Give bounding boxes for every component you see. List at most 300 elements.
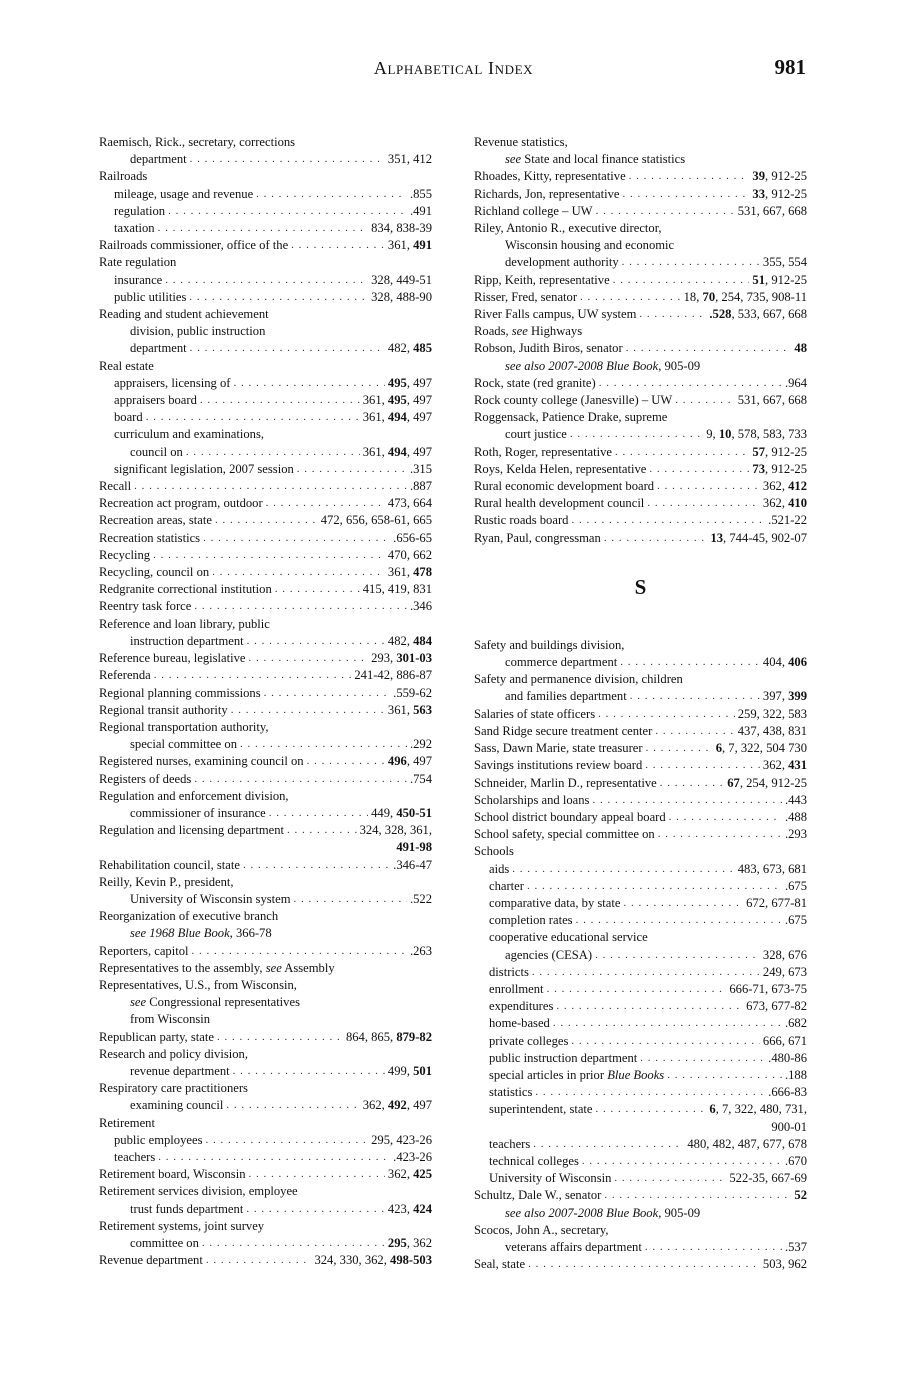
- index-entry: [99, 977, 432, 994]
- entry-text: Roads,: [474, 324, 512, 339]
- entry-term: [99, 530, 200, 547]
- page-ref-primary: 496: [387, 754, 407, 769]
- page-references: [785, 809, 807, 826]
- page-ref-primary: 412: [788, 479, 807, 494]
- dot-leader: [212, 564, 385, 581]
- page-ref: 362,: [762, 496, 789, 511]
- index-entry: [474, 512, 807, 529]
- index-entry: [474, 220, 807, 237]
- entry-text: Robson, Judith Biros, senator: [474, 341, 623, 356]
- page-references: [388, 633, 432, 650]
- page-ref: 415, 419, 831: [362, 582, 432, 597]
- page-references: [363, 581, 432, 598]
- entry-text: committee on: [130, 1236, 199, 1250]
- index-entry: [474, 895, 807, 912]
- entry-text: veterans affairs department: [505, 1239, 642, 1254]
- page-ref: 324, 330, 362,: [314, 1253, 391, 1268]
- page-references: [785, 1153, 807, 1170]
- index-entry: [474, 323, 807, 340]
- index-entry: [474, 306, 807, 323]
- page-ref-primary: 501: [413, 1063, 432, 1078]
- entry-term: [130, 323, 265, 340]
- dot-leader: [287, 822, 357, 839]
- index-entry: [99, 1218, 432, 1235]
- dot-leader: [580, 289, 681, 306]
- page-references: [388, 564, 432, 581]
- page-ref-primary: 52: [794, 1188, 807, 1203]
- dot-leader: [231, 702, 385, 719]
- page-ref: 673, 677-82: [746, 999, 807, 1014]
- index-entry: [99, 994, 432, 1011]
- page-ref: 362,: [362, 1098, 388, 1113]
- entry-text: Rhoades, Kitty, representative: [474, 169, 626, 184]
- entry-term: [99, 1183, 298, 1200]
- page-references: [763, 947, 807, 964]
- index-column-left: [99, 134, 432, 1269]
- index-entry: [99, 1115, 432, 1132]
- page-references: [746, 895, 807, 912]
- entry-text: curriculum and examinations,: [114, 427, 265, 442]
- entry-term: [489, 929, 648, 946]
- page-references: [709, 306, 807, 323]
- entry-text: Republican party, state: [99, 1029, 214, 1044]
- dot-leader: [622, 186, 749, 203]
- page-ref-primary: 48: [794, 341, 807, 356]
- page-ref: 249, 673: [762, 964, 807, 979]
- page-ref: .754: [409, 771, 432, 786]
- index-entry: [99, 788, 432, 805]
- entry-term: [474, 220, 662, 237]
- page-references: [371, 805, 432, 822]
- page-ref-tail: , 912-25: [765, 186, 807, 201]
- entry-text: Reference and loan library, public: [99, 616, 270, 631]
- index-entry: [474, 757, 807, 774]
- page-ref: 328, 488-90: [371, 289, 432, 304]
- dot-leader: [533, 1136, 684, 1153]
- entry-text: School safety, special committee on: [474, 827, 655, 842]
- dot-leader: [512, 861, 734, 878]
- index-entry: [99, 1252, 432, 1269]
- entry-text: Revenue department: [99, 1253, 203, 1268]
- dot-leader: [571, 512, 765, 529]
- index-entry: [474, 775, 807, 792]
- index-entry: [474, 168, 807, 185]
- page-references: [794, 1187, 807, 1204]
- entry-text: Redgranite correctional institution: [99, 582, 272, 597]
- entry-term: [99, 753, 304, 770]
- entry-text: Retirement board, Wisconsin: [99, 1167, 246, 1182]
- page-references: [314, 1252, 432, 1269]
- entry-term: [130, 736, 237, 753]
- page-ref: 472, 656, 658-61, 665: [320, 513, 432, 528]
- index-entry: [474, 495, 807, 512]
- index-entry: [99, 375, 432, 392]
- page-references: [388, 702, 432, 719]
- entry-term: [114, 203, 165, 220]
- page-ref: .188: [784, 1067, 807, 1082]
- index-entry: [99, 323, 432, 340]
- page-references: [393, 857, 432, 874]
- entry-text-tail: State and local finance statistics: [521, 152, 686, 167]
- entry-term: [474, 478, 654, 495]
- index-entry: [474, 340, 807, 357]
- entry-text: Research and policy division,: [99, 1046, 248, 1061]
- entry-text: Recreation areas, state: [99, 513, 212, 528]
- entry-term: [99, 822, 284, 839]
- entry-text: Roys, Kelda Helen, representative: [474, 461, 647, 476]
- entry-text: Recreation act program, outdoor: [99, 496, 263, 511]
- dot-leader: [249, 650, 369, 667]
- entry-text: Retirement systems, joint survey: [99, 1218, 265, 1233]
- dot-leader: [189, 289, 368, 306]
- entry-term: [474, 444, 612, 461]
- entry-text-tail: 905-09: [661, 358, 701, 373]
- entry-text: Regional transit authority: [99, 702, 228, 717]
- dot-leader: [146, 409, 360, 426]
- page-ref: .559-62: [393, 685, 432, 700]
- page-ref-tail: , 7, 322, 504 730: [721, 741, 807, 756]
- entry-text: taxation: [114, 221, 155, 236]
- entry-text: regulation: [114, 203, 166, 218]
- page-references: [763, 495, 807, 512]
- page-ref: .855: [409, 186, 432, 201]
- entry-term: [114, 186, 253, 203]
- index-entry: [474, 637, 807, 654]
- entry-term: [114, 289, 186, 306]
- entry-term: [114, 461, 294, 478]
- page-references: [410, 461, 432, 478]
- entry-term: [114, 426, 264, 443]
- entry-text: instruction department: [130, 633, 244, 648]
- page-ref-primary: 33: [752, 186, 766, 201]
- entry-term: [130, 1201, 243, 1218]
- entry-term: [99, 547, 150, 564]
- page-references: [785, 375, 807, 392]
- entry-text: Seal, state: [474, 1257, 526, 1272]
- entry-term: [130, 444, 183, 461]
- dot-leader: [190, 151, 385, 168]
- entry-text: Ripp, Keith, representative: [474, 272, 610, 287]
- index-entry: [474, 203, 807, 220]
- dot-leader: [596, 203, 735, 220]
- page-ref-tail: , 362: [406, 1236, 432, 1250]
- page-references: [738, 203, 807, 220]
- page-ref: .423-26: [393, 1149, 432, 1164]
- entry-term: [489, 1015, 550, 1032]
- entry-term: [130, 805, 266, 822]
- page-references: [785, 1239, 807, 1256]
- entry-term: [99, 977, 297, 994]
- dot-leader: [626, 340, 792, 357]
- index-entry: [474, 947, 807, 964]
- page-references: [752, 461, 807, 478]
- entry-term: [489, 1084, 532, 1101]
- entry-text: Rock, state (red granite): [474, 375, 596, 390]
- dot-leader: [205, 1132, 368, 1149]
- entry-text: Risser, Fred, senator: [474, 289, 578, 304]
- index-entry: [474, 1119, 807, 1136]
- entry-term: [489, 1170, 611, 1187]
- index-entry: [99, 512, 432, 529]
- index-entry: [474, 1170, 807, 1187]
- entry-text: public instruction department: [489, 1050, 638, 1065]
- dot-leader: [294, 891, 407, 908]
- index-entry: [99, 289, 432, 306]
- index-entry: [474, 654, 807, 671]
- index-entry: [474, 1205, 807, 1222]
- page-ref: 361,: [362, 444, 388, 459]
- entry-text: teachers: [114, 1149, 156, 1164]
- entry-text: Ryan, Paul, congressman: [474, 530, 601, 545]
- page-references: [410, 736, 432, 753]
- dot-leader: [592, 792, 782, 809]
- entry-term: [489, 981, 544, 998]
- page-references: [410, 203, 432, 220]
- dot-leader: [307, 753, 385, 770]
- page-ref: 437, 438, 831: [737, 723, 807, 738]
- page-ref-primary: 399: [788, 689, 807, 704]
- entry-term: [489, 878, 524, 895]
- section-letter: S: [634, 574, 647, 599]
- page-references: [371, 1132, 432, 1149]
- entry-term: [130, 925, 272, 942]
- index-entry: [99, 719, 432, 736]
- entry-term: [474, 289, 577, 306]
- page-ref-tail: , 497: [406, 410, 432, 425]
- page-ref: 483, 673, 681: [737, 861, 807, 876]
- entry-term: [99, 874, 234, 891]
- page-ref-primary: 424: [413, 1201, 432, 1216]
- dot-leader: [645, 1239, 782, 1256]
- entry-term: [474, 272, 610, 289]
- entry-text: Wisconsin housing and economic: [505, 238, 675, 253]
- page-ref: 361,: [362, 410, 388, 425]
- page-references: [785, 826, 807, 843]
- page-ref-primary: 498-503: [390, 1253, 432, 1268]
- entry-term: [114, 392, 197, 409]
- page-ref-primary: 13: [710, 530, 724, 545]
- dot-leader: [657, 478, 760, 495]
- entry-term: [474, 809, 666, 826]
- entry-term: [474, 392, 672, 409]
- page-references: [752, 444, 807, 461]
- page-ref-tail: , 497: [406, 444, 432, 459]
- page-ref-tail: , 912-25: [765, 169, 807, 184]
- entry-text: division, public instruction: [130, 324, 266, 339]
- entry-term: [99, 134, 295, 151]
- dot-leader: [203, 530, 390, 547]
- index-entry: [99, 547, 432, 564]
- entry-term: [505, 654, 617, 671]
- entry-text-tail: Assembly: [281, 960, 335, 975]
- page-references: [388, 753, 432, 770]
- entry-italic-text: see also 2007-2008 Blue Book,: [505, 1205, 662, 1220]
- page-ref-tail: , 912-25: [765, 444, 807, 459]
- entry-text: Reference bureau, legislative: [99, 651, 246, 666]
- entry-term: [99, 1252, 203, 1269]
- entry-term: [99, 306, 269, 323]
- index-entry: [99, 650, 432, 667]
- dot-leader: [269, 805, 368, 822]
- entry-text: Salaries of state officers: [474, 706, 596, 721]
- entry-term: [474, 775, 657, 792]
- entry-term: [114, 409, 143, 426]
- entry-term: [474, 843, 514, 860]
- page-references: [746, 998, 807, 1015]
- page-references: [763, 1033, 807, 1050]
- page-ref: 531, 667, 668: [737, 393, 807, 408]
- index-entry: [474, 1050, 807, 1067]
- page-references: [763, 964, 807, 981]
- entry-text: council on: [130, 444, 183, 459]
- dot-leader: [667, 1067, 782, 1084]
- entry-term: [474, 495, 644, 512]
- entry-text: appraisers board: [114, 393, 197, 408]
- entry-term: [99, 943, 189, 960]
- page-references: [410, 891, 432, 908]
- page-ref: 666-71, 673-75: [729, 981, 807, 996]
- dot-leader: [217, 1029, 343, 1046]
- page-references: [393, 530, 432, 547]
- entry-text: Registers of deeds: [99, 771, 192, 786]
- entry-term: [114, 272, 162, 289]
- entry-term: [99, 1046, 248, 1063]
- dot-leader: [190, 340, 385, 357]
- index-entry: [474, 861, 807, 878]
- page-references: [706, 426, 807, 443]
- page-ref-primary: 6: [715, 741, 722, 756]
- entry-text: Reporters, capitol: [99, 943, 189, 958]
- page-references: [388, 1063, 432, 1080]
- page-references: [768, 512, 807, 529]
- page-ref: 423,: [387, 1201, 414, 1216]
- entry-term: [99, 358, 154, 375]
- index-entry: [99, 753, 432, 770]
- entry-term: [474, 409, 667, 426]
- page-references: [410, 598, 432, 615]
- entry-text: Railroads: [99, 169, 148, 184]
- entry-term: [99, 237, 288, 254]
- dot-leader: [194, 771, 407, 788]
- entry-term: [130, 1097, 223, 1114]
- entry-italic-text: see: [511, 324, 528, 339]
- entry-text: Rehabilitation council, state: [99, 857, 240, 872]
- page-references: [371, 220, 432, 237]
- index-entry: [474, 426, 807, 443]
- index-entry: [474, 1239, 807, 1256]
- entry-term: [99, 650, 246, 667]
- entry-italic-text: see: [505, 152, 522, 167]
- page-references: [738, 706, 807, 723]
- entry-text: special articles in prior: [489, 1067, 608, 1082]
- index-entry: [99, 1149, 432, 1166]
- page-ref: 259, 322, 583: [737, 706, 807, 721]
- index-entry: [474, 981, 807, 998]
- page-ref: .675: [784, 913, 807, 928]
- page-references: [752, 272, 807, 289]
- page-ref-tail: , 912-25: [765, 461, 807, 476]
- index-entry: [99, 306, 432, 323]
- index-entry: [99, 891, 432, 908]
- page-ref-primary: 485: [413, 341, 432, 356]
- dot-leader: [675, 392, 734, 409]
- page-references: [363, 409, 432, 426]
- page-ref-primary: 73: [752, 461, 766, 476]
- entry-term: [489, 1101, 593, 1118]
- index-entry: [474, 964, 807, 981]
- entry-term: [130, 340, 187, 357]
- page-ref-primary: 478: [413, 565, 432, 580]
- page-references: [363, 392, 432, 409]
- index-entry: [99, 530, 432, 547]
- dot-leader: [614, 1170, 726, 1187]
- dot-leader: [134, 478, 407, 495]
- entry-text: enrollment: [489, 981, 544, 996]
- page-references: [763, 757, 807, 774]
- dot-leader: [247, 633, 385, 650]
- dot-leader: [571, 1033, 760, 1050]
- dot-leader: [620, 654, 760, 671]
- entry-text: Representatives to the assembly,: [99, 960, 266, 975]
- entry-text: insurance: [114, 272, 163, 287]
- entry-term: [505, 237, 674, 254]
- dot-leader: [655, 723, 734, 740]
- dot-leader: [604, 530, 708, 547]
- page-ref: 900-01: [771, 1119, 807, 1134]
- entry-term: [489, 1033, 568, 1050]
- page-ref: 482,: [387, 341, 414, 356]
- page-references: [388, 375, 432, 392]
- index-entry: [99, 1046, 432, 1063]
- entry-term: [474, 461, 646, 478]
- entry-term: [474, 134, 568, 151]
- page-ref: 241-42, 886-87: [354, 668, 432, 683]
- dot-leader: [158, 1149, 390, 1166]
- index-entry: [99, 1166, 432, 1183]
- entry-term: [505, 947, 592, 964]
- entry-term: [99, 788, 289, 805]
- dot-leader: [570, 426, 703, 443]
- entry-text: Richards, Jon, representative: [474, 186, 620, 201]
- index-entry: [474, 1136, 807, 1153]
- dot-leader: [547, 981, 727, 998]
- entry-text: Rural health development council: [474, 496, 645, 511]
- entry-term: [489, 964, 529, 981]
- page-references: [371, 650, 432, 667]
- index-entry: [474, 1153, 807, 1170]
- entry-term: [474, 792, 589, 809]
- entry-term: [99, 581, 272, 598]
- entry-term: [99, 598, 191, 615]
- entry-text: home-based: [489, 1016, 550, 1031]
- page-references: [684, 289, 807, 306]
- entry-text: Referenda: [99, 668, 151, 683]
- entry-term: [474, 706, 595, 723]
- entry-text: commissioner of insurance: [130, 805, 266, 820]
- index-entry: [99, 874, 432, 891]
- entry-term: [474, 637, 624, 654]
- entry-text: department: [130, 341, 187, 356]
- page-ref: .537: [784, 1239, 807, 1254]
- entry-text: Rock county college (Janesville) – UW: [474, 393, 673, 408]
- entry-text-tail: Highways: [527, 324, 583, 339]
- entry-text-tail: 905-09: [661, 1205, 701, 1220]
- page-ref: .346-47: [393, 857, 432, 872]
- page-references: [709, 1101, 807, 1118]
- page-ref-primary: 491-98: [396, 840, 432, 855]
- index-entry: [99, 340, 432, 357]
- index-entry: [99, 1063, 432, 1080]
